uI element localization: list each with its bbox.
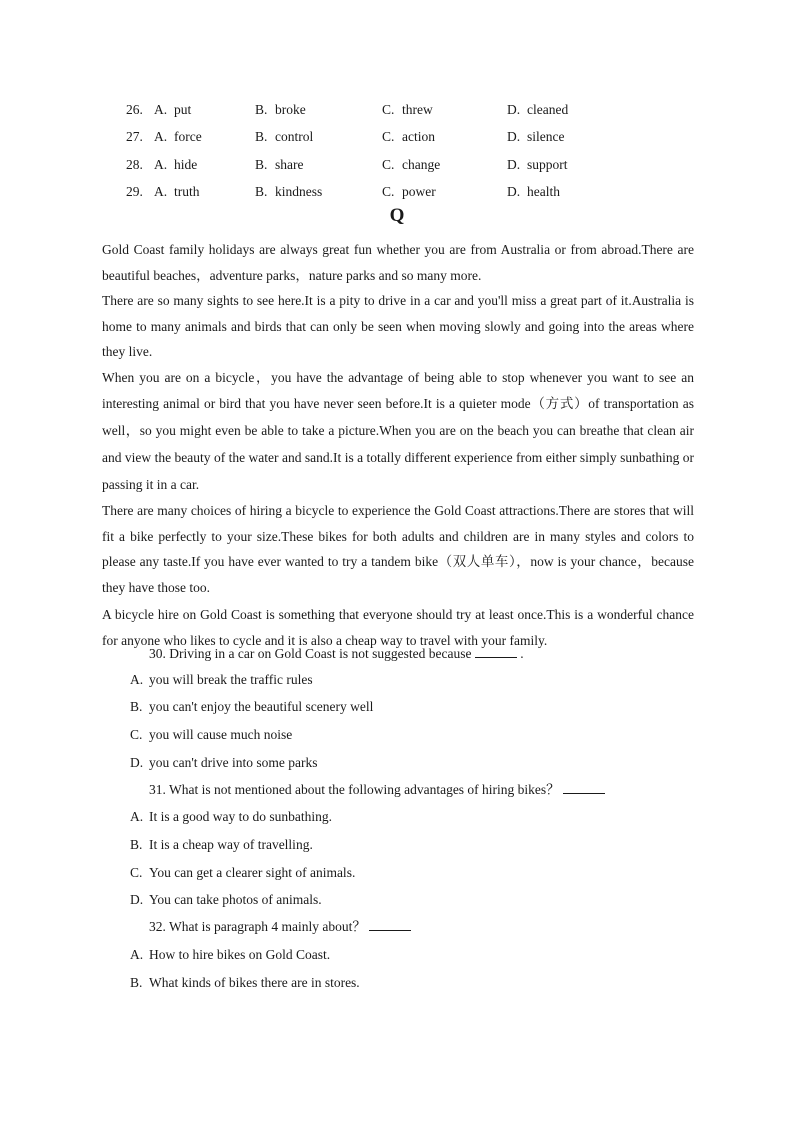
question-number: 27. (126, 129, 143, 145)
options-table (126, 96, 607, 206)
options-row (126, 179, 607, 207)
option-c: C. threw (382, 101, 433, 117)
answer-option: C. You can get a clearer sight of animals. (130, 865, 356, 880)
option-a: A. force (154, 129, 202, 145)
option-b: B. broke (255, 101, 306, 117)
options-row (126, 151, 607, 179)
option-d: D. cleaned (507, 101, 569, 117)
option-b: B. control (255, 129, 314, 145)
option-b: B. kindness (255, 184, 323, 200)
option-c: C. change (382, 156, 441, 172)
question-number: 26. (126, 101, 143, 117)
option-c: C. action (382, 129, 435, 145)
passage-paragraph: There are so many sights to see here.It is a pity to drive in a car and you'll miss a great part of it.Australia is home to many animals and birds that can only be seen when moving slowly and going into the areas where they live. (102, 293, 694, 359)
option-b: B. share (255, 156, 304, 172)
passage-paragraph: A bicycle hire on Gold Coast is something that everyone should try at least once.This is a wonderful chance for anyone who likes to cycle and it is also a cheap way to travel with your family. (102, 607, 694, 648)
passage-paragraph: When you are on a bicycle，you have the advantage of being able to stop whenever you want to see an interesting animal or bird that you have never seen before.It is a quieter mode（方式）of transportation as well，so you might even be able to take a picture.When you are on the beach you can breathe that clean air and view the beauty of the water and sand.It is a totally different experience from either simply sunbathing or passing it in a car. (102, 369, 694, 492)
option-a: A. hide (154, 156, 198, 172)
option-c: C. power (382, 184, 436, 200)
answer-option: A. How to hire bikes on Gold Coast. (130, 947, 331, 962)
option-a: A. truth (154, 184, 200, 200)
answer-option: B. you can't enjoy the beautiful scenery well (130, 699, 374, 714)
option-d: D. support (507, 156, 568, 172)
question-number: 28. (126, 156, 143, 172)
question-stem: 31. What is not mentioned about the following advantages of hiring bikes？ (149, 780, 605, 800)
answer-option: D. you can't drive into some parks (130, 755, 318, 770)
section-title: Q (389, 205, 405, 226)
passage-paragraph: Gold Coast family holidays are always great fun whether you are from Australia or from abroad.There are beautiful beaches，adventure parks，nature parks and so many more. (102, 242, 694, 283)
answer-blank (563, 781, 605, 794)
option-d: D. silence (507, 129, 565, 145)
answer-option: C. you will cause much noise (130, 727, 293, 742)
answer-option: A. you will break the traffic rules (130, 672, 313, 687)
answer-option: B. It is a cheap way of travelling. (130, 837, 313, 852)
answer-blank (475, 645, 517, 658)
options-row (126, 124, 607, 152)
passage-paragraph: There are many choices of hiring a bicycle to experience the Gold Coast attractions.There are stores that will fit a bike perfectly to your size.These bikes for both adults and children are in many styles and colors to please any taste.If you have ever wanted to try a tandem bike（双人单车），now is your chance，because they have those too. (102, 503, 694, 595)
options-row (126, 96, 607, 124)
answer-option: A. It is a good way to do sunbathing. (130, 809, 332, 824)
option-d: D. health (507, 184, 560, 200)
question-number: 29. (126, 184, 143, 200)
question-stem: 30. Driving in a car on Gold Coast is not suggested because . (149, 646, 524, 661)
answer-option: D. You can take photos of animals. (130, 892, 322, 907)
reading-passage (102, 237, 694, 653)
answer-option: B. What kinds of bikes there are in stores. (130, 975, 360, 990)
answer-blank (369, 918, 411, 931)
question-stem: 32. What is paragraph 4 mainly about？ (149, 917, 411, 937)
option-a: A. put (154, 101, 192, 117)
